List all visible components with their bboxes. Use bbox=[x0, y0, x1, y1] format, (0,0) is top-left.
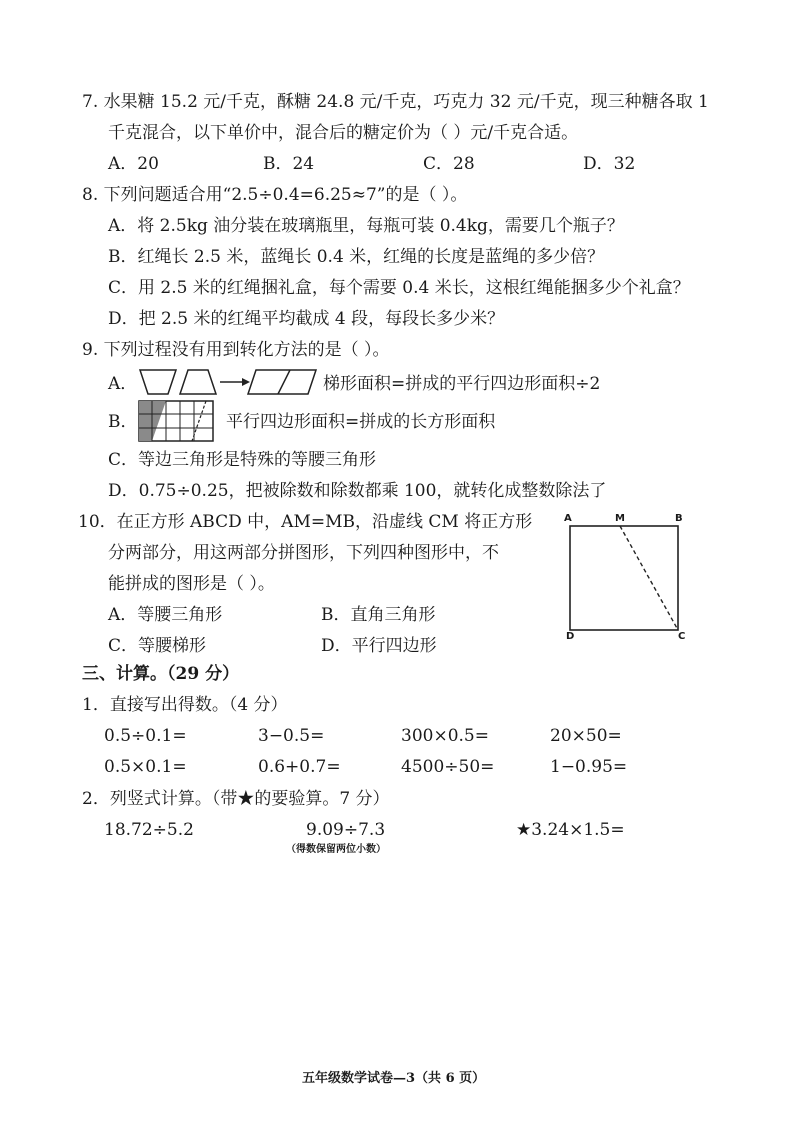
page-footer: 五年级数学试卷—3（共 6 页） bbox=[302, 1071, 486, 1086]
q9-option-a-label: A． bbox=[108, 374, 138, 394]
q9-option-a-text: 梯形面积=拼成的平行四边形面积÷2 bbox=[323, 374, 601, 394]
section3-p2-title: 2．列竖式计算。（带★的要验算。7 分） bbox=[82, 789, 390, 809]
trapezoid-transform-figure bbox=[138, 366, 318, 398]
q10-line1: 10．在正方形 ABCD 中，AM=MB，沿虚线 CM 将正方形 bbox=[78, 512, 533, 532]
calc-item-4: 20×50= bbox=[550, 726, 622, 746]
q10-option-b: B．直角三角形 bbox=[321, 605, 436, 625]
section3-p1-title: 1．直接写出得数。（4 分） bbox=[82, 695, 288, 715]
q9-option-d: D．0.75÷0.25，把被除数和除数都乘 100，就转化成整数除法了 bbox=[108, 481, 607, 501]
square-abcd-figure bbox=[568, 524, 680, 632]
q8-option-d: D．把 2.5 米的红绳平均截成 4 段，每段长多少米？ bbox=[108, 309, 505, 329]
vertical-calc-3: ★3.24×1.5= bbox=[516, 820, 625, 840]
q9-option-b-text: 平行四边形面积=拼成的长方形面积 bbox=[226, 412, 496, 432]
parallelogram-grid-figure bbox=[138, 400, 214, 442]
vertex-label-c: C bbox=[678, 631, 686, 642]
vertical-calc-2-note: （得数保留两位小数） bbox=[286, 844, 386, 855]
calc-item-2: 3−0.5= bbox=[258, 726, 325, 746]
vertex-label-m: M bbox=[615, 513, 625, 524]
q8-option-a: A．将 2.5kg 油分装在玻璃瓶里，每瓶可装 0.4kg，需要几个瓶子？ bbox=[108, 216, 624, 236]
q7-option-a: A．20 bbox=[108, 154, 159, 174]
q10-option-a: A．等腰三角形 bbox=[108, 605, 223, 625]
vertical-calc-2: 9.09÷7.3 bbox=[306, 820, 386, 840]
q10-option-d: D．平行四边形 bbox=[321, 636, 437, 656]
q7-option-d: D．32 bbox=[583, 154, 636, 174]
q10-option-c: C．等腰梯形 bbox=[108, 636, 207, 656]
calc-item-6: 0.6+0.7= bbox=[258, 757, 341, 777]
q7-option-c: C．28 bbox=[423, 154, 475, 174]
calc-item-7: 4500÷50= bbox=[401, 757, 495, 777]
q10-line2: 分两部分，用这两部分拼图形，下列四种图形中，不 bbox=[108, 543, 499, 563]
vertex-label-d: D bbox=[566, 631, 575, 642]
vertical-calc-1: 18.72÷5.2 bbox=[104, 820, 194, 840]
q8-option-b: B．红绳长 2.5 米，蓝绳长 0.4 米，红绳的长度是蓝绳的多少倍？ bbox=[108, 247, 605, 267]
q9-option-c: C．等边三角形是特殊的等腰三角形 bbox=[108, 450, 377, 470]
calc-item-1: 0.5÷0.1= bbox=[104, 726, 187, 746]
q8-stem: 8. 下列问题适合用“2.5÷0.4=6.25≈7”的是（ ）。 bbox=[82, 185, 468, 205]
q10-line3: 能拼成的图形是（ ）。 bbox=[108, 574, 275, 594]
q8-option-c: C．用 2.5 米的红绳捆礼盒，每个需要 0.4 米长，这根红绳能捆多少个礼盒？ bbox=[108, 278, 690, 298]
q9-stem: 9. 下列过程没有用到转化方法的是（ ）。 bbox=[82, 340, 390, 360]
vertex-label-b: B bbox=[675, 513, 683, 524]
calc-item-3: 300×0.5= bbox=[401, 726, 489, 746]
section3-title: 三、计算。（29 分） bbox=[82, 664, 240, 684]
q7-line1: 7. 水果糖 15.2 元/千克，酥糖 24.8 元/千克，巧克力 32 元/千克，现三种糖各取 1 bbox=[82, 92, 709, 112]
calc-item-8: 1−0.95= bbox=[550, 757, 628, 777]
q9-option-b-label: B． bbox=[108, 412, 138, 432]
calc-item-5: 0.5×0.1= bbox=[104, 757, 187, 777]
q7-line2: 千克混合，以下单价中，混合后的糖定价为（ ）元/千克合适。 bbox=[108, 123, 579, 143]
vertex-label-a: A bbox=[564, 513, 572, 524]
q7-option-b: B．24 bbox=[263, 154, 315, 174]
